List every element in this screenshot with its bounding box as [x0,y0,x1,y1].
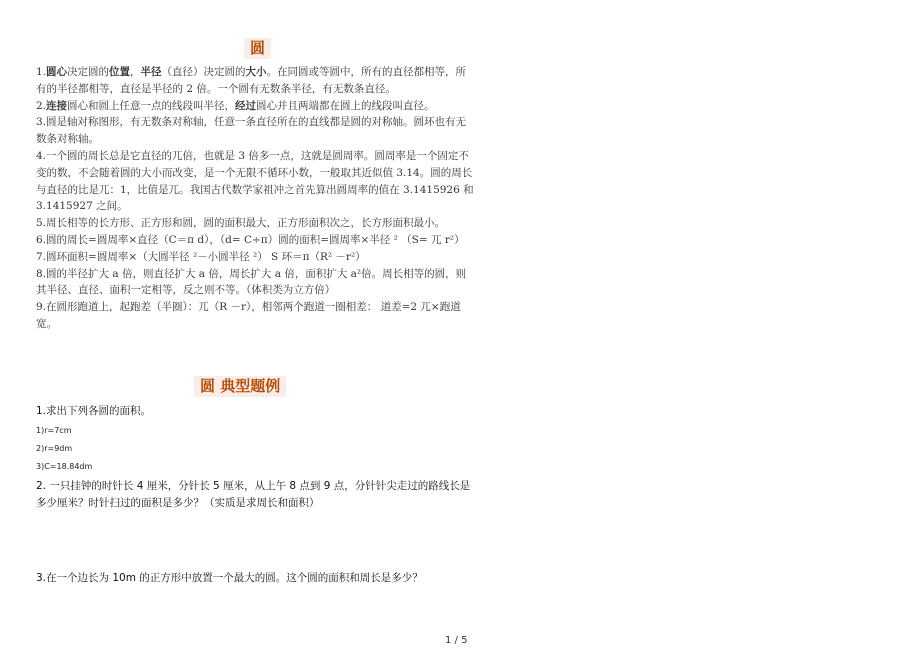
note-text: 5.周长相等的长方形、正方形和圆，圆的面积最大，正方形面积次之，长方形面积最小。 [36,217,446,230]
note-text: 圆心和圆上任意一点的线段叫半径， [67,99,236,112]
note-keyword: 半径 [140,66,162,78]
page-title: 圆 [244,38,271,59]
note-item [36,64,476,98]
note-text: 2. [36,99,47,112]
note-keyword: 位置 [109,66,131,78]
note-text: 。在同圆或等圆中，所有的直径都相等，所有的半径都相等，直径是半径的 2 倍。一个圆有无数条半径，有无数条直径。 [36,66,467,95]
question-1: 1.求出下列各圆的面积。 [36,405,152,417]
note-keyword: 连接 [46,99,68,112]
note-text: 7.圆环面积=圆周率×（大圆半径 ²－小圆半径 ²） S 环＝π（R² －r²） [36,250,366,263]
question-2: 2. 一只挂钟的时针长 4 厘米，分针长 5 厘米，从上午 8 点到 9 点，分针针尖走过的路线长是多少厘米？时针扫过的面积是多少？（实质是求周长和面积） [36,480,471,509]
note-item [36,299,476,333]
note-item [36,215,476,232]
q1-item-2: 2)r=9dm [36,444,73,453]
note-text: （直径）决定圆的 [161,66,246,78]
note-item [36,266,476,300]
note-keyword: 经过 [235,99,257,112]
note-text: 1. [36,66,47,78]
q1-item-3: 3)C=18.84dm [36,462,93,471]
q1-item-1: 1)r=7cm [36,426,72,435]
section-title: 圆 典型题例 [194,376,286,397]
note-text: 决定圆的 [67,66,110,78]
note-text: 6.圆的周长=圆周率×直径（C＝π d），（d= C÷π）圆的面积=圆周率×半径 ² （S= 兀 r²） [36,233,465,246]
note-item [36,249,476,266]
note-item [36,98,476,115]
question-3: 3.在一个边长为 10m 的正方形中放置一个最大的圆。这个圆的面积和周长是多少？ [36,572,423,584]
note-text: 4.一个圆的周长总是它直径的兀倍，也就是 3 倍多一点，这就是圆周率。圆周率是一个固定不变的数，不会随着圆的大小而改变，是一个无限不循环小数，一般取其近似值 3.14。圆的周长与直径的比是兀：1，比值是兀。我国古代数学家祖冲之首先算出圆周率的值在 3.1415926 和 3.1415927 之间。 [36,149,474,213]
note-text: 8.圆的半径扩大 a 倍，则直径扩大 a 倍，周长扩大 a 倍，面积扩大 a²倍。周长相等的圆，则其半径、直径、面积一定相等，反之则不等。（体积类为立方倍） [36,267,467,297]
note-keyword: 圆心 [46,66,68,78]
note-item [36,232,476,249]
note-text: 9.在圆形跑道上，起跑差（半圈）：兀（R －r），相邻两个跑道一圈相差： 道差=2 兀×跑道宽。 [36,301,461,330]
knowledge-notes [36,64,476,333]
note-item [36,114,476,148]
note-text: ， [130,66,141,78]
note-keyword: 大小 [245,66,267,78]
note-text: 圆心并且两端都在圆上的线段叫直径。 [256,99,435,112]
note-item [36,148,476,215]
page-number: 1 / 5 [445,635,468,646]
note-text: 3.圆是轴对称图形，有无数条对称轴，任意一条直径所在的直线都是圆的对称轴。圆环也有无数条对称轴。 [36,116,467,146]
